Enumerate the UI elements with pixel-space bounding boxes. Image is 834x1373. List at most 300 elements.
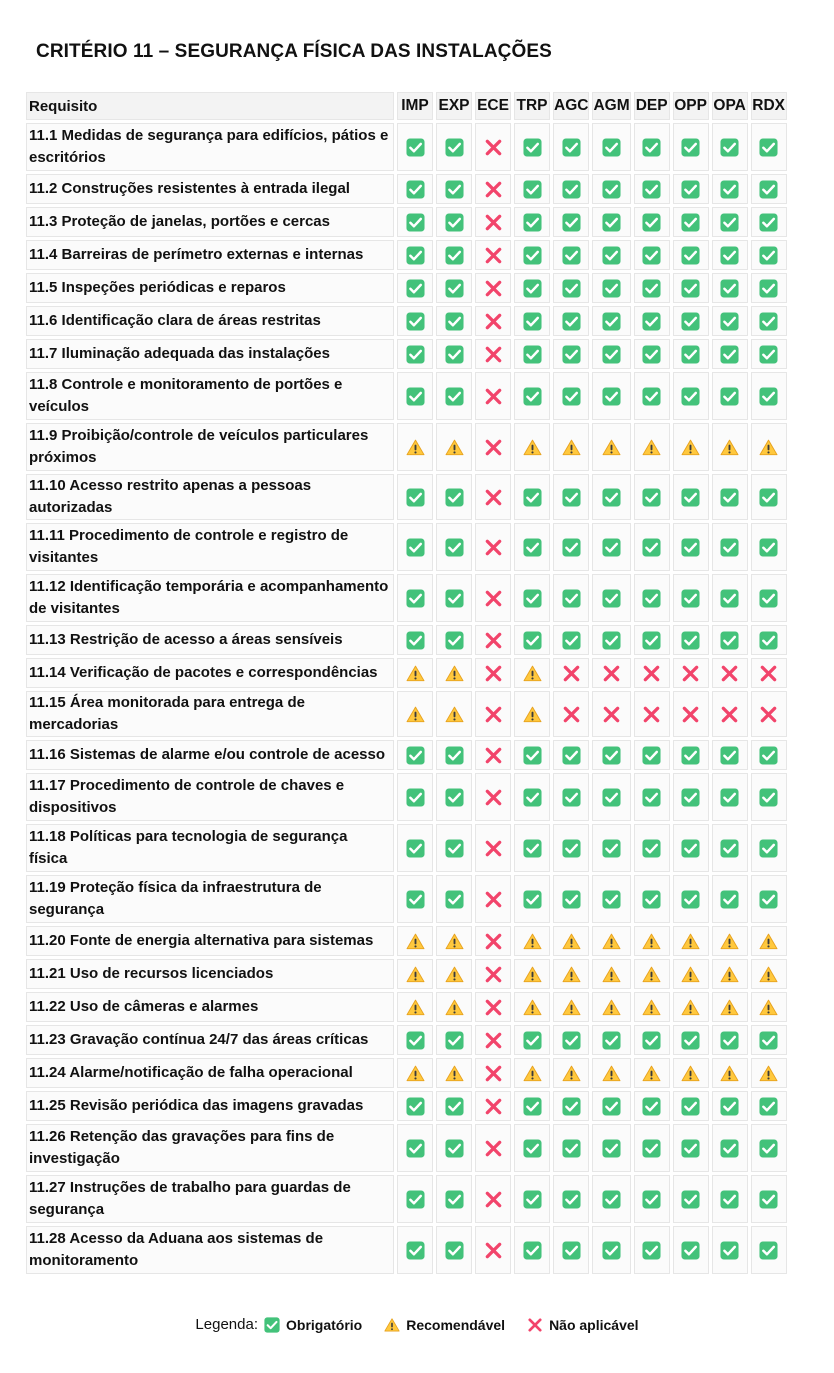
check-icon [554, 839, 588, 858]
status-cell [553, 174, 589, 204]
check-icon [674, 1097, 708, 1116]
status-cell [553, 1124, 589, 1172]
requirement-label: 11.24 Alarme/notificação de falha operacional [26, 1058, 394, 1088]
cross-icon [476, 788, 510, 807]
status-cell [514, 123, 550, 171]
status-cell [553, 1091, 589, 1121]
check-icon [752, 788, 786, 807]
warning-icon [437, 706, 471, 723]
warning-icon [554, 999, 588, 1016]
table-row [26, 372, 787, 420]
check-icon [713, 387, 747, 406]
status-cell [397, 1124, 433, 1172]
status-cell [712, 1124, 748, 1172]
check-icon [593, 1139, 629, 1158]
check-icon [713, 1139, 747, 1158]
check-icon [635, 279, 669, 298]
status-cell [673, 339, 709, 369]
legend-label: Recomendável [406, 1316, 506, 1333]
check-icon [713, 312, 747, 331]
status-cell [436, 1091, 472, 1121]
requirement-label: 11.10 Acesso restrito apenas a pessoas autorizadas [26, 474, 394, 520]
status-cell [673, 1226, 709, 1274]
status-cell [712, 824, 748, 872]
status-cell [673, 1124, 709, 1172]
status-cell [436, 123, 472, 171]
status-cell [553, 959, 589, 989]
status-cell [397, 1025, 433, 1055]
check-icon [398, 279, 432, 298]
status-cell [553, 574, 589, 622]
check-icon [593, 1190, 629, 1209]
status-cell [712, 306, 748, 336]
check-icon [593, 746, 629, 765]
check-icon [635, 589, 669, 608]
warning-icon [515, 439, 549, 456]
status-cell [397, 1226, 433, 1274]
status-cell [751, 740, 787, 770]
status-cell [673, 1091, 709, 1121]
status-cell [514, 523, 550, 571]
cross-icon [476, 1241, 510, 1260]
warning-icon [515, 706, 549, 723]
status-cell [592, 306, 630, 336]
status-cell [592, 423, 630, 471]
status-cell [634, 824, 670, 872]
table-row [26, 1226, 787, 1274]
status-cell [673, 574, 709, 622]
check-icon [437, 1190, 471, 1209]
status-cell [592, 240, 630, 270]
check-icon [635, 312, 669, 331]
table-row [26, 207, 787, 237]
status-cell [436, 1124, 472, 1172]
check-icon [752, 589, 786, 608]
status-cell [673, 207, 709, 237]
check-icon [593, 213, 629, 232]
status-cell [673, 523, 709, 571]
status-cell [436, 174, 472, 204]
check-icon [398, 213, 432, 232]
requirement-label: 11.20 Fonte de energia alternativa para sistemas [26, 926, 394, 956]
status-cell [634, 1025, 670, 1055]
cross-icon [476, 180, 510, 199]
status-cell [592, 926, 630, 956]
warning-icon [752, 439, 786, 456]
status-cell [436, 658, 472, 688]
status-cell [553, 875, 589, 923]
check-icon [554, 631, 588, 650]
warning-icon [437, 439, 471, 456]
status-cell [514, 240, 550, 270]
check-icon [635, 1139, 669, 1158]
status-cell [436, 740, 472, 770]
check-icon [635, 631, 669, 650]
legend [0, 1316, 834, 1333]
table-row [26, 992, 787, 1022]
status-cell [751, 339, 787, 369]
status-cell [712, 240, 748, 270]
status-cell [514, 574, 550, 622]
status-cell [436, 875, 472, 923]
check-icon [437, 890, 471, 909]
warning-icon [713, 1065, 747, 1082]
check-icon [437, 788, 471, 807]
table-row [26, 574, 787, 622]
cross-icon [713, 664, 747, 683]
table-row [26, 474, 787, 520]
check-icon [674, 387, 708, 406]
status-cell [673, 174, 709, 204]
status-cell [751, 1124, 787, 1172]
check-icon [437, 345, 471, 364]
warning-icon [674, 1065, 708, 1082]
cross-icon [476, 213, 510, 232]
check-icon [593, 180, 629, 199]
check-icon [674, 589, 708, 608]
status-cell [712, 1058, 748, 1088]
status-cell [397, 773, 433, 821]
warning-icon [635, 1065, 669, 1082]
check-icon [515, 746, 549, 765]
status-cell [673, 123, 709, 171]
status-cell [592, 740, 630, 770]
check-icon [674, 138, 708, 157]
check-icon [437, 246, 471, 265]
check-icon [593, 246, 629, 265]
check-icon [752, 631, 786, 650]
status-cell [397, 875, 433, 923]
table-row [26, 123, 787, 171]
check-icon [515, 488, 549, 507]
status-cell [712, 1091, 748, 1121]
requirement-label: 11.2 Construções resistentes à entrada ilegal [26, 174, 394, 204]
status-cell [514, 1025, 550, 1055]
status-cell [634, 423, 670, 471]
status-cell [514, 372, 550, 420]
status-cell [712, 273, 748, 303]
status-cell [592, 474, 630, 520]
status-cell [397, 523, 433, 571]
status-cell [751, 123, 787, 171]
status-cell [592, 1175, 630, 1223]
check-icon [554, 890, 588, 909]
status-cell [475, 691, 511, 737]
warning-icon [635, 999, 669, 1016]
status-cell [712, 339, 748, 369]
warning-icon [674, 933, 708, 950]
status-cell [712, 523, 748, 571]
status-cell [436, 523, 472, 571]
status-cell [712, 207, 748, 237]
check-icon [635, 1241, 669, 1260]
header-requirement: Requisito [26, 92, 394, 120]
check-icon [635, 1190, 669, 1209]
requirement-label: 11.23 Gravação contínua 24/7 das áreas críticas [26, 1025, 394, 1055]
status-cell [712, 1025, 748, 1055]
status-cell [514, 273, 550, 303]
warning-icon [554, 933, 588, 950]
status-cell [514, 773, 550, 821]
check-icon [515, 180, 549, 199]
requirement-label: 11.21 Uso de recursos licenciados [26, 959, 394, 989]
status-cell [751, 824, 787, 872]
table-row [26, 1124, 787, 1172]
check-icon [554, 788, 588, 807]
status-cell [634, 1058, 670, 1088]
status-cell [475, 875, 511, 923]
check-icon [554, 1097, 588, 1116]
check-icon [554, 488, 588, 507]
check-icon [713, 345, 747, 364]
check-icon [593, 312, 629, 331]
check-icon [398, 538, 432, 557]
status-cell [514, 691, 550, 737]
status-cell [634, 1091, 670, 1121]
status-cell [553, 740, 589, 770]
status-cell [475, 574, 511, 622]
check-icon [674, 890, 708, 909]
check-icon [713, 488, 747, 507]
cross-icon [527, 1317, 549, 1333]
check-icon [515, 1097, 549, 1116]
status-cell [712, 123, 748, 171]
check-icon [515, 1241, 549, 1260]
check-icon [398, 890, 432, 909]
status-cell [475, 1226, 511, 1274]
check-icon [674, 180, 708, 199]
requirement-label: 11.25 Revisão periódica das imagens gravadas [26, 1091, 394, 1121]
check-icon [437, 538, 471, 557]
requirement-label: 11.22 Uso de câmeras e alarmes [26, 992, 394, 1022]
status-cell [634, 926, 670, 956]
warning-icon [398, 966, 432, 983]
check-icon [398, 1190, 432, 1209]
table-row [26, 523, 787, 571]
cross-icon [476, 1064, 510, 1083]
check-icon [593, 538, 629, 557]
status-cell [751, 174, 787, 204]
requirement-label: 11.27 Instruções de trabalho para guardas de segurança [26, 1175, 394, 1223]
warning-icon [713, 966, 747, 983]
status-cell [475, 474, 511, 520]
warning-icon [713, 439, 747, 456]
status-cell [634, 474, 670, 520]
status-cell [397, 306, 433, 336]
table-row [26, 240, 787, 270]
cross-icon [752, 664, 786, 683]
table-row [26, 1058, 787, 1088]
check-icon [554, 180, 588, 199]
warning-icon [635, 439, 669, 456]
status-cell [436, 1226, 472, 1274]
check-icon [437, 312, 471, 331]
status-cell [553, 423, 589, 471]
status-cell [634, 625, 670, 655]
check-icon [515, 631, 549, 650]
status-cell [592, 1025, 630, 1055]
check-icon [398, 839, 432, 858]
status-cell [397, 1091, 433, 1121]
status-cell [514, 926, 550, 956]
status-cell [553, 1025, 589, 1055]
check-icon [674, 1241, 708, 1260]
check-icon [752, 387, 786, 406]
table-row [26, 875, 787, 923]
warning-icon [398, 439, 432, 456]
check-icon [752, 279, 786, 298]
status-cell [475, 273, 511, 303]
table-header-row [26, 92, 787, 120]
status-cell [634, 1175, 670, 1223]
cross-icon [476, 345, 510, 364]
check-icon [635, 890, 669, 909]
check-icon [515, 345, 549, 364]
check-icon [437, 1031, 471, 1050]
requirement-label: 11.11 Procedimento de controle e registro de visitantes [26, 523, 394, 571]
status-cell [712, 691, 748, 737]
check-icon [713, 538, 747, 557]
status-cell [397, 691, 433, 737]
status-cell [712, 372, 748, 420]
status-cell [397, 658, 433, 688]
check-icon [398, 345, 432, 364]
status-cell [751, 372, 787, 420]
check-icon [713, 1241, 747, 1260]
cross-icon [635, 664, 669, 683]
status-cell [712, 658, 748, 688]
status-cell [592, 1091, 630, 1121]
check-icon [437, 387, 471, 406]
requirement-label: 11.5 Inspeções periódicas e reparos [26, 273, 394, 303]
status-cell [553, 625, 589, 655]
warning-icon [593, 1065, 629, 1082]
check-icon [635, 746, 669, 765]
status-cell [592, 1226, 630, 1274]
check-icon [635, 1031, 669, 1050]
cross-icon [593, 705, 629, 724]
cross-icon [593, 664, 629, 683]
check-icon [515, 1139, 549, 1158]
table-row [26, 824, 787, 872]
status-cell [553, 773, 589, 821]
check-icon [593, 387, 629, 406]
warning-icon [554, 966, 588, 983]
status-cell [673, 625, 709, 655]
warning-icon [554, 439, 588, 456]
status-cell [673, 240, 709, 270]
status-cell [634, 372, 670, 420]
warning-icon [398, 999, 432, 1016]
status-cell [712, 926, 748, 956]
status-cell [514, 658, 550, 688]
check-icon [713, 180, 747, 199]
status-cell [634, 959, 670, 989]
status-cell [397, 1058, 433, 1088]
table-row [26, 691, 787, 737]
header-col: OPA [712, 92, 748, 120]
status-cell [592, 625, 630, 655]
warning-icon [752, 1065, 786, 1082]
warning-icon [515, 665, 549, 682]
status-cell [553, 123, 589, 171]
status-cell [475, 740, 511, 770]
cross-icon [476, 890, 510, 909]
warning-icon [437, 966, 471, 983]
table-row [26, 625, 787, 655]
check-icon [398, 1097, 432, 1116]
status-cell [397, 123, 433, 171]
check-icon [635, 538, 669, 557]
warning-icon [593, 933, 629, 950]
check-icon [752, 312, 786, 331]
status-cell [475, 992, 511, 1022]
status-cell [592, 959, 630, 989]
status-cell [751, 207, 787, 237]
check-icon [398, 589, 432, 608]
status-cell [712, 773, 748, 821]
status-cell [514, 423, 550, 471]
table-row [26, 1175, 787, 1223]
status-cell [397, 992, 433, 1022]
check-icon [437, 488, 471, 507]
check-icon [713, 213, 747, 232]
check-icon [593, 788, 629, 807]
status-cell [436, 1025, 472, 1055]
status-cell [751, 240, 787, 270]
check-icon [593, 631, 629, 650]
table-body [26, 123, 787, 1274]
status-cell [436, 824, 472, 872]
check-icon [713, 1031, 747, 1050]
check-icon [437, 631, 471, 650]
check-icon [437, 839, 471, 858]
cross-icon [476, 705, 510, 724]
header-col: ECE [475, 92, 511, 120]
status-cell [751, 306, 787, 336]
check-icon [264, 1317, 286, 1333]
status-cell [475, 523, 511, 571]
status-cell [751, 1091, 787, 1121]
table-row [26, 959, 787, 989]
status-cell [436, 372, 472, 420]
table-row [26, 740, 787, 770]
check-icon [713, 746, 747, 765]
cross-icon [476, 1190, 510, 1209]
cross-icon [713, 705, 747, 724]
status-cell [634, 273, 670, 303]
status-cell [475, 1175, 511, 1223]
check-icon [674, 839, 708, 858]
status-cell [514, 339, 550, 369]
warning-icon [674, 999, 708, 1016]
check-icon [752, 839, 786, 858]
check-icon [554, 279, 588, 298]
check-icon [713, 788, 747, 807]
status-cell [514, 959, 550, 989]
check-icon [398, 1139, 432, 1158]
header-col: AGC [553, 92, 589, 120]
check-icon [437, 180, 471, 199]
status-cell [751, 523, 787, 571]
status-cell [634, 174, 670, 204]
check-icon [554, 213, 588, 232]
warning-icon [674, 966, 708, 983]
check-icon [635, 1097, 669, 1116]
check-icon [752, 1097, 786, 1116]
warning-icon [752, 999, 786, 1016]
status-cell [634, 773, 670, 821]
